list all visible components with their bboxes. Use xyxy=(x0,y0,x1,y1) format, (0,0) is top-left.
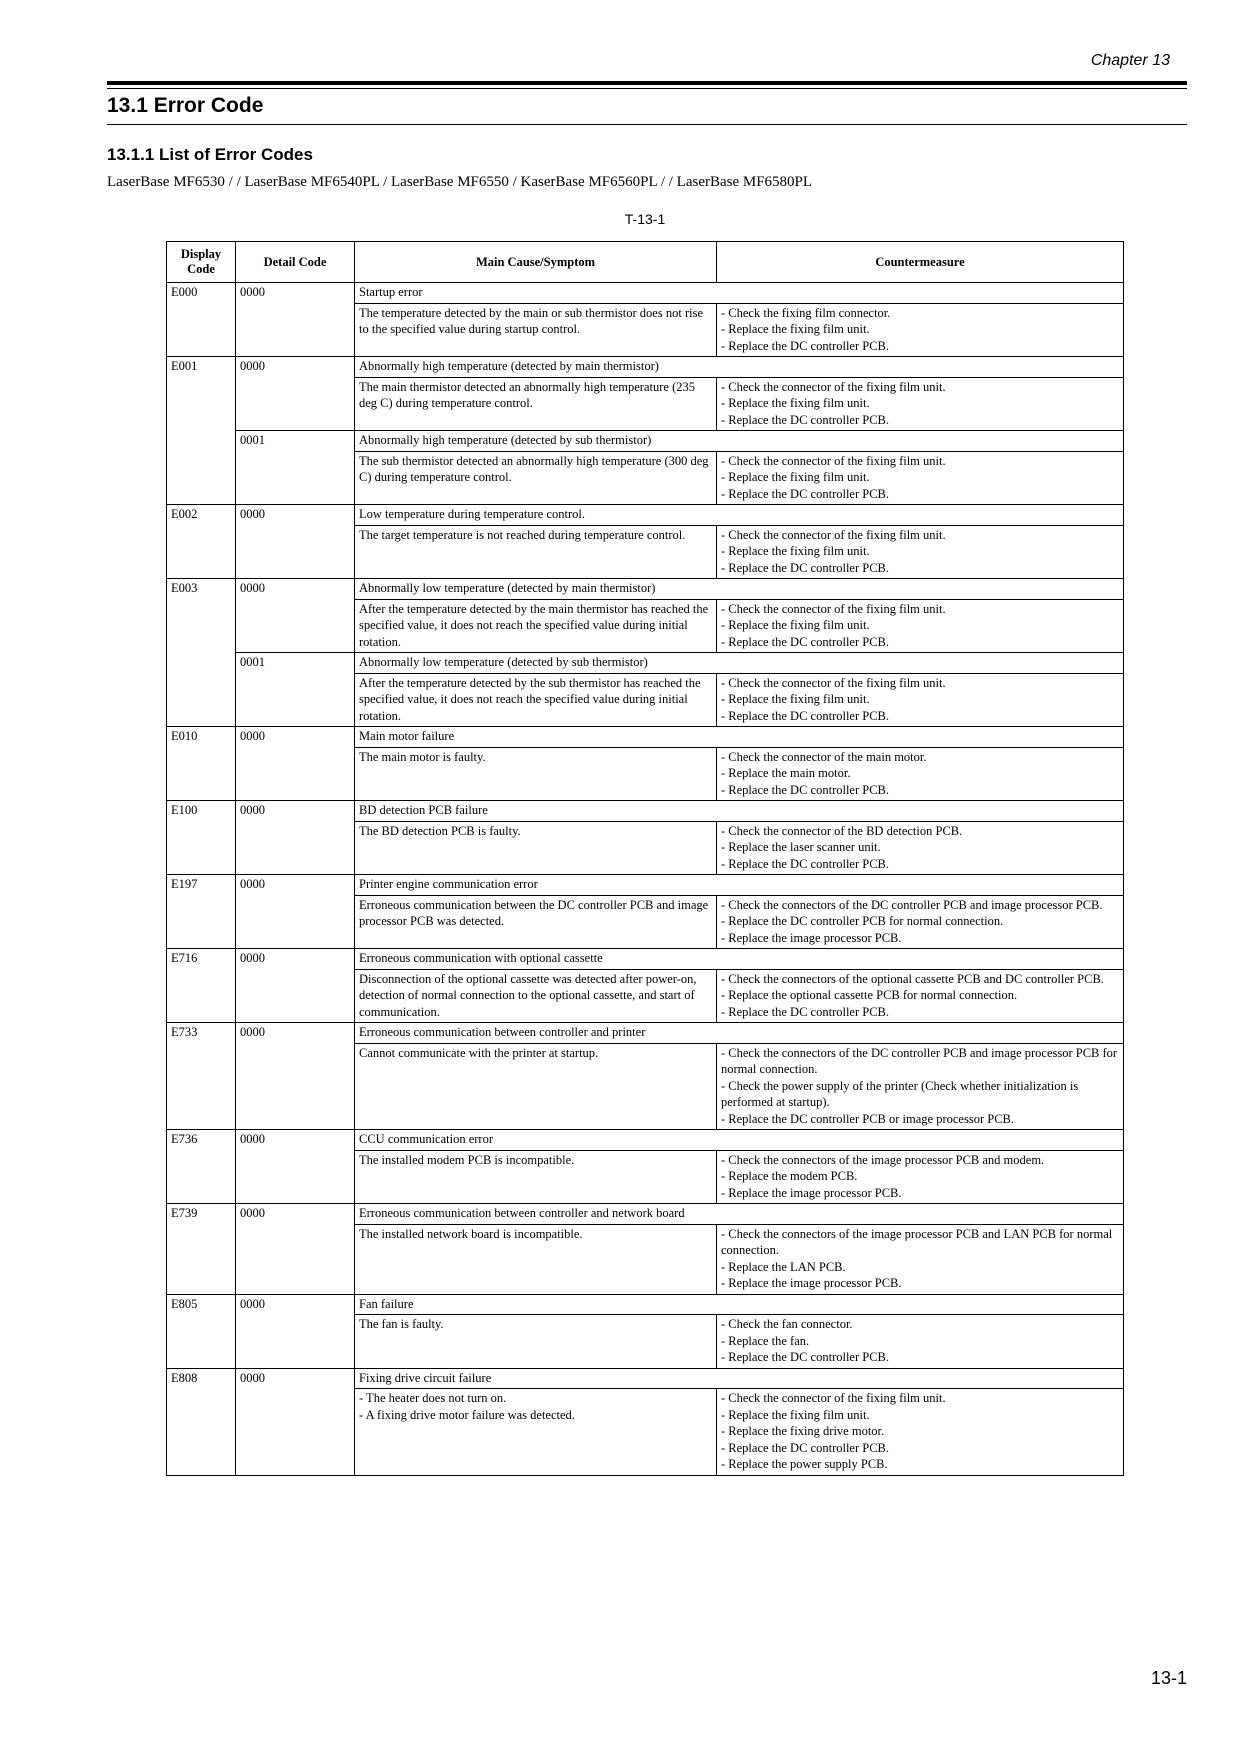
cause-line: The BD detection PCB is faulty. xyxy=(359,823,521,838)
display-code-cell: E716 xyxy=(167,949,236,1023)
cause-line: Disconnection of the optional cassette was detected after power-on, detection of normal connection to the optional cassette, and start of communication. xyxy=(359,971,697,1019)
detail-code-cell: 0000 xyxy=(236,875,355,949)
detail-code-cell: 0000 xyxy=(236,1204,355,1295)
section-rule xyxy=(107,124,1187,125)
table-row xyxy=(167,431,1124,452)
detail-code-cell: 0000 xyxy=(236,1130,355,1204)
countermeasure-item: - Check the connector of the fixing film unit. xyxy=(721,1391,946,1405)
countermeasure-item: - Replace the fixing film unit. xyxy=(721,1407,870,1422)
countermeasure-item: - Replace the power supply PCB. xyxy=(721,1457,888,1471)
table-row xyxy=(167,283,1124,304)
cause-line: The temperature detected by the main or sub thermistor does not rise to the specified value during startup control. xyxy=(359,305,703,336)
countermeasure-item: - Check the connector of the fixing film unit. xyxy=(721,379,946,394)
table-row xyxy=(167,1023,1124,1044)
detail-code-cell: 0000 xyxy=(236,579,355,653)
countermeasure-cell xyxy=(717,747,1124,801)
countermeasure-item: - Check the connector of the fixing film unit. xyxy=(721,527,946,542)
table-row xyxy=(167,1130,1124,1151)
countermeasure-item: - Check the connectors of the image processor PCB and modem. xyxy=(721,1152,1045,1167)
countermeasure-item: - Replace the DC controller PCB. xyxy=(721,1440,890,1455)
cause-cell xyxy=(355,303,717,357)
cause-cell xyxy=(355,1224,717,1294)
countermeasure-item: - Replace the DC controller PCB. xyxy=(721,1350,890,1364)
table-header-row xyxy=(167,242,1124,283)
countermeasure-item: - Replace the fixing film unit. xyxy=(721,396,870,410)
chapter-label: Chapter 13 xyxy=(1090,52,1170,69)
cause-cell xyxy=(355,673,717,727)
header-rule xyxy=(107,81,1187,85)
display-code-cell: E733 xyxy=(167,1023,236,1130)
cause-cell xyxy=(355,451,717,505)
countermeasure-item: - Replace the fixing film unit. xyxy=(721,470,870,484)
symptom-title-cell: Fan failure xyxy=(355,1294,1124,1315)
cause-line: The installed network board is incompatible. xyxy=(359,1226,583,1241)
section-title: 13.1 Error Code xyxy=(107,94,264,117)
display-code-cell: E736 xyxy=(167,1130,236,1204)
page-number: 13-1 xyxy=(1150,1668,1187,1688)
table-row xyxy=(167,727,1124,748)
model-list: LaserBase MF6530 / / LaserBase MF6540PL / LaserBase MF6550 / KaserBase MF6560PL / / LaserBase MF6580PL xyxy=(107,174,813,190)
display-code-cell: E808 xyxy=(167,1368,236,1475)
countermeasure-item: - Check the connectors of the optional cassette PCB and DC controller PCB. xyxy=(721,971,1104,986)
cause-cell xyxy=(355,1043,717,1130)
cause-line: - The heater does not turn on. xyxy=(359,1391,507,1405)
countermeasure-item: - Check the connectors of the DC controller PCB and image processor PCB for normal connection. xyxy=(721,1045,1118,1076)
countermeasure-cell xyxy=(717,969,1124,1023)
countermeasure-item: - Check the connectors of the image processor PCB and LAN PCB for normal connection. xyxy=(721,1226,1113,1257)
symptom-title-cell: Abnormally low temperature (detected by main thermistor) xyxy=(355,579,1124,600)
countermeasure-item: - Replace the DC controller PCB. xyxy=(721,412,890,427)
error-code-table xyxy=(166,241,1124,1476)
countermeasure-cell xyxy=(717,673,1124,727)
countermeasure-item: - Replace the DC controller PCB. xyxy=(721,338,890,353)
display-code-cell: E001 xyxy=(167,357,236,505)
cause-cell xyxy=(355,747,717,801)
cause-cell xyxy=(355,599,717,653)
countermeasure-item: - Replace the DC controller PCB. xyxy=(721,1004,890,1019)
countermeasure-item: - Replace the DC controller PCB or image processor PCB. xyxy=(721,1111,1014,1126)
cause-line: The installed modem PCB is incompatible. xyxy=(359,1152,575,1167)
cause-cell xyxy=(355,1389,717,1476)
symptom-title-cell: CCU communication error xyxy=(355,1130,1124,1151)
table-row xyxy=(167,875,1124,896)
header-display-code: Display Code xyxy=(167,242,236,283)
detail-code-cell: 0000 xyxy=(236,505,355,579)
symptom-title-cell: Erroneous communication with optional cassette xyxy=(355,949,1124,970)
countermeasure-item: - Replace the modem PCB. xyxy=(721,1169,858,1183)
cause-cell xyxy=(355,895,717,949)
countermeasure-item: - Replace the DC controller PCB. xyxy=(721,560,890,575)
countermeasure-item: - Replace the fixing film unit. xyxy=(721,618,870,632)
countermeasure-item: - Replace the fan. xyxy=(721,1333,810,1348)
symptom-title-cell: BD detection PCB failure xyxy=(355,801,1124,822)
countermeasure-item: - Replace the optional cassette PCB for normal connection. xyxy=(721,988,1018,1002)
symptom-title-cell: Erroneous communication between controller and network board xyxy=(355,1204,1124,1225)
countermeasure-item: - Replace the fixing film unit. xyxy=(721,544,870,558)
countermeasure-cell xyxy=(717,895,1124,949)
countermeasure-cell xyxy=(717,821,1124,875)
display-code-cell: E000 xyxy=(167,283,236,357)
countermeasure-item: - Replace the DC controller PCB. xyxy=(721,708,890,723)
countermeasure-item: - Replace the LAN PCB. xyxy=(721,1259,846,1274)
cause-line: The main thermistor detected an abnormally high temperature (235 deg C) during temperature control. xyxy=(359,379,695,410)
countermeasure-item: - Replace the DC controller PCB for normal connection. xyxy=(721,914,1004,928)
table-label: T-13-1 xyxy=(624,211,666,227)
symptom-title-cell: Abnormally high temperature (detected by sub thermistor) xyxy=(355,431,1124,452)
symptom-title-cell: Abnormally low temperature (detected by sub thermistor) xyxy=(355,653,1124,674)
countermeasure-item: - Replace the DC controller PCB. xyxy=(721,486,890,501)
cause-line: Erroneous communication between the DC controller PCB and image processor PCB was detected. xyxy=(359,897,709,928)
table-row xyxy=(167,1204,1124,1225)
detail-code-cell: 0000 xyxy=(236,801,355,875)
symptom-title-cell: Abnormally high temperature (detected by main thermistor) xyxy=(355,357,1124,378)
countermeasure-item: - Check the fixing film connector. xyxy=(721,305,891,320)
header-detail-code: Detail Code xyxy=(236,242,355,283)
countermeasure-cell xyxy=(717,525,1124,579)
countermeasure-item: - Check the connector of the fixing film unit. xyxy=(721,601,946,616)
countermeasure-cell xyxy=(717,1224,1124,1294)
cause-line: The main motor is faulty. xyxy=(359,749,486,764)
display-code-cell: E002 xyxy=(167,505,236,579)
cause-cell xyxy=(355,1315,717,1369)
symptom-title-cell: Erroneous communication between controller and printer xyxy=(355,1023,1124,1044)
cause-line: - A fixing drive motor failure was detected. xyxy=(359,1407,575,1422)
detail-code-cell: 0000 xyxy=(236,949,355,1023)
countermeasure-item: - Replace the DC controller PCB. xyxy=(721,634,890,649)
display-code-cell: E003 xyxy=(167,579,236,727)
detail-code-cell: 0000 xyxy=(236,357,355,431)
table-row xyxy=(167,949,1124,970)
subsection-title: 13.1.1 List of Error Codes xyxy=(107,145,313,164)
countermeasure-cell xyxy=(717,1150,1124,1204)
table-body xyxy=(167,283,1124,1476)
countermeasure-cell xyxy=(717,1315,1124,1369)
countermeasure-cell xyxy=(717,303,1124,357)
countermeasure-item: - Replace the laser scanner unit. xyxy=(721,840,881,854)
cause-cell xyxy=(355,821,717,875)
countermeasure-item: - Check the connector of the fixing film unit. xyxy=(721,453,946,468)
countermeasure-item: - Replace the fixing drive motor. xyxy=(721,1424,885,1438)
detail-code-cell: 0000 xyxy=(236,1023,355,1130)
symptom-title-cell: Main motor failure xyxy=(355,727,1124,748)
display-code-cell: E197 xyxy=(167,875,236,949)
countermeasure-item: - Replace the fixing film unit. xyxy=(721,692,870,706)
display-code-cell: E100 xyxy=(167,801,236,875)
detail-code-cell: 0001 xyxy=(236,431,355,505)
table-row xyxy=(167,801,1124,822)
cause-line: The sub thermistor detected an abnormally high temperature (300 deg C) during temperature control. xyxy=(359,453,709,484)
countermeasure-item: - Check the power supply of the printer (Check whether initialization is performed at startup). xyxy=(721,1078,1079,1109)
symptom-title-cell: Startup error xyxy=(355,283,1124,304)
countermeasure-cell xyxy=(717,377,1124,431)
countermeasure-item: - Check the connector of the main motor. xyxy=(721,749,927,764)
symptom-title-cell: Low temperature during temperature control. xyxy=(355,505,1124,526)
display-code-cell: E010 xyxy=(167,727,236,801)
header-countermeasure: Countermeasure xyxy=(717,242,1124,283)
cause-cell xyxy=(355,525,717,579)
cause-cell xyxy=(355,1150,717,1204)
countermeasure-cell xyxy=(717,599,1124,653)
table-row xyxy=(167,357,1124,378)
countermeasure-item: - Check the fan connector. xyxy=(721,1317,853,1331)
cause-line: The fan is faulty. xyxy=(359,1317,444,1331)
cause-cell xyxy=(355,969,717,1023)
countermeasure-item: - Replace the DC controller PCB. xyxy=(721,856,890,871)
symptom-title-cell: Printer engine communication error xyxy=(355,875,1124,896)
countermeasure-item: - Replace the image processor PCB. xyxy=(721,930,902,945)
display-code-cell: E805 xyxy=(167,1294,236,1368)
table-row xyxy=(167,653,1124,674)
countermeasure-cell xyxy=(717,451,1124,505)
cause-line: After the temperature detected by the sub thermistor has reached the specified value, it does not reach the specified value during initial rotation. xyxy=(359,675,701,723)
detail-code-cell: 0000 xyxy=(236,1294,355,1368)
cause-cell xyxy=(355,377,717,431)
countermeasure-item: - Replace the image processor PCB. xyxy=(721,1276,902,1290)
countermeasure-item: - Check the connector of the BD detection PCB. xyxy=(721,823,963,838)
countermeasure-item: - Replace the fixing film unit. xyxy=(721,322,870,336)
header-main-cause: Main Cause/Symptom xyxy=(355,242,717,283)
countermeasure-item: - Check the connector of the fixing film unit. xyxy=(721,675,946,690)
symptom-title-cell: Fixing drive circuit failure xyxy=(355,1368,1124,1389)
countermeasure-item: - Replace the main motor. xyxy=(721,766,851,780)
cause-line: The target temperature is not reached during temperature control. xyxy=(359,527,686,542)
header-rule-thin xyxy=(107,88,1187,89)
countermeasure-cell xyxy=(717,1043,1124,1130)
detail-code-cell: 0000 xyxy=(236,727,355,801)
table-row xyxy=(167,1368,1124,1389)
countermeasure-item: - Replace the DC controller PCB. xyxy=(721,782,890,797)
detail-code-cell: 0000 xyxy=(236,283,355,357)
table-row xyxy=(167,505,1124,526)
table-row xyxy=(167,579,1124,600)
countermeasure-item: - Replace the image processor PCB. xyxy=(721,1185,902,1200)
cause-line: Cannot communicate with the printer at startup. xyxy=(359,1045,599,1060)
detail-code-cell: 0001 xyxy=(236,653,355,727)
cause-line: After the temperature detected by the main thermistor has reached the specified value, it does not reach the specified value during initial rotation. xyxy=(359,601,709,649)
table-row xyxy=(167,1294,1124,1315)
countermeasure-item: - Check the connectors of the DC controller PCB and image processor PCB. xyxy=(721,897,1103,912)
detail-code-cell: 0000 xyxy=(236,1368,355,1475)
display-code-cell: E739 xyxy=(167,1204,236,1295)
countermeasure-cell xyxy=(717,1389,1124,1476)
